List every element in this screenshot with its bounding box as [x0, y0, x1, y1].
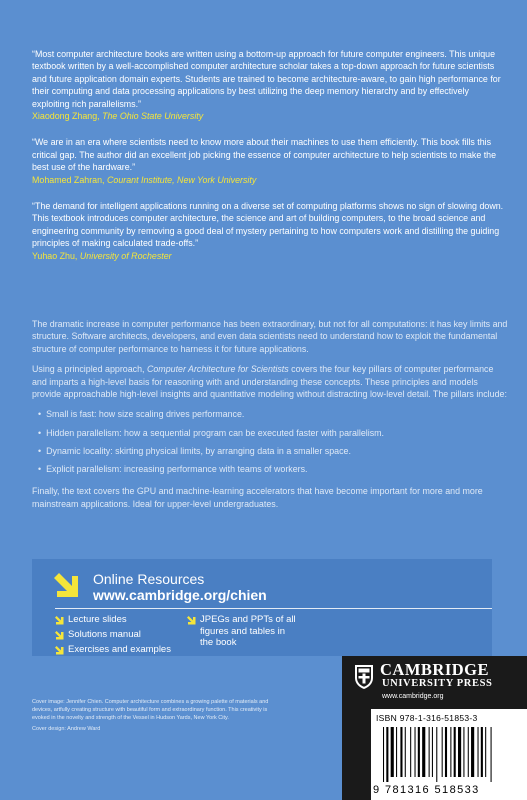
barcode-bar: [436, 727, 437, 782]
resource-item-label: Lecture slides: [68, 614, 127, 625]
online-resources-box: [32, 559, 492, 656]
barcode-bar: [468, 727, 469, 777]
pillars-list: [32, 408, 508, 475]
isbn-label: ISBN 978-1-316-51853-3: [376, 713, 478, 723]
resource-item-label: Exercises and examples: [68, 644, 171, 655]
resource-item-solutions-manual: [55, 629, 205, 641]
author-name: Yuhao Zhu,: [32, 250, 80, 261]
testimonial-author: [32, 110, 506, 122]
testimonial-text: “The demand for intelligent applications running on a diverse set of computing platforms shows no sign of slowing down. This textbook introduces computer architecture, the science and art of building computers, to the broad science and engineering community by removing a good deal of mystery pertaining to how computers work and distilling the guiding principles of making calculated trade-offs.”: [32, 201, 504, 249]
testimonial-zhu: [32, 200, 506, 262]
para2-after: covers the four key pillars of computer performance and imparts a high-level basis for reasoning with and understanding these concepts. These principles and models provide approachable high-level insights and quantitative modeling without distracting low-level detail. The pillars include:: [32, 364, 507, 400]
cover-image-credit: Cover image: Jennifer Chien. Computer architecture combines a growing palette of materials and devices, artfully creating structure with beautiful form and extraordinary function. This creativity is evoked in the novelty and strength of the Vessel in Hudson Yards, New York City.: [32, 699, 269, 722]
cover-design-credit: Cover design: Andrew Ward: [32, 726, 101, 733]
barcode-bar: [463, 727, 464, 777]
barcode-bar: [454, 727, 456, 777]
book-description: [32, 318, 508, 518]
barcode-bar: [400, 727, 402, 777]
resources-title: Online Resources: [93, 571, 205, 587]
resource-item-lecture-slides: [55, 614, 205, 626]
barcode-bar: [491, 727, 492, 782]
barcode-bar: [383, 727, 384, 782]
bullet-icon: •: [38, 409, 42, 420]
testimonial-author: [32, 174, 506, 186]
list-item: [32, 427, 508, 439]
publisher-url: www.cambridge.org: [382, 693, 444, 700]
barcode-bar: [481, 727, 483, 777]
arrow-down-right-icon: [187, 616, 196, 625]
divider: [55, 608, 492, 609]
barcode-bar: [432, 727, 433, 777]
arrow-down-right-icon: [55, 631, 64, 640]
barcode-bar: [410, 727, 411, 777]
arrow-down-right-icon: [55, 616, 64, 625]
testimonial-author: [32, 250, 506, 262]
bullet-icon: •: [38, 427, 42, 438]
barcode-bar: [485, 727, 486, 777]
barcode-bar: [422, 727, 425, 777]
arrow-down-right-icon: [55, 646, 64, 655]
arrow-down-right-icon: [54, 573, 81, 600]
resource-item-label: JPEGs and PPTs of all figures and tables in the book: [200, 614, 296, 648]
bullet-icon: •: [38, 464, 42, 475]
barcode-bar: [450, 727, 451, 777]
publisher-press: UNIVERSITY PRESS: [382, 678, 493, 689]
isbn-barcode-box: [371, 709, 527, 800]
cover-credits: [32, 698, 286, 736]
list-item: [32, 445, 508, 457]
barcode-bar: [445, 727, 447, 777]
barcode-bar: [418, 727, 420, 777]
author-name: Mohamed Zahran,: [32, 174, 107, 185]
list-item-text: Dynamic locality: skirting physical limits, by arranging data in a smaller space.: [46, 445, 351, 456]
bullet-icon: •: [38, 445, 42, 456]
testimonial-text: “Most computer architecture books are written using a bottom-up approach for future computer engineers. This unique textbook written by a well-accomplished computer architecture scholar takes a top-down approach for future scientists and future application domain experts. Students are trained to become architecture-aware, to gain high performance for their computing and data processing applications by best utilizing the deep memory hierarchy and by effectively exploiting rich parallelisms.”: [32, 49, 501, 109]
author-affiliation: The Ohio State University: [102, 111, 204, 122]
barcode-bar: [415, 727, 416, 777]
testimonial-text: “We are in an era where scientists need to know more about their machines to use them efficiently. This book fills this critical gap. The author did an excellent job picking the essence of computer architecture to help scientists to make the best use of the hardware.”: [32, 137, 497, 173]
description-para-2: [32, 363, 508, 400]
barcode-bar: [391, 727, 394, 777]
book-title: Computer Architecture for Scientists: [146, 364, 289, 375]
barcode-digits: 9 781316 518533: [373, 784, 480, 796]
barcode-bar: [442, 727, 443, 777]
list-item: [32, 463, 508, 475]
resource-item-exercises: [55, 644, 205, 656]
para2-before: Using a principled approach,: [32, 364, 147, 375]
description-para-3: Finally, the text covers the GPU and machine-learning accelerators that have become important for more and more mainstream applications. Ideal for upper-level undergraduates.: [32, 486, 483, 509]
author-name: Xiaodong Zhang,: [32, 111, 103, 122]
barcode-bar: [429, 727, 430, 777]
testimonial-zhang: [32, 48, 506, 122]
barcode-icon: [381, 727, 511, 782]
list-item: [32, 408, 508, 420]
barcode-bar: [458, 727, 461, 777]
resource-item-jpegs-ppts: [187, 614, 297, 649]
resource-item-label: Solutions manual: [68, 629, 141, 640]
publisher-name: CAMBRIDGE: [380, 660, 490, 679]
list-item-text: Explicit parallelism: increasing performance with teams of workers.: [46, 464, 308, 475]
list-item-text: Small is fast: how size scaling drives performance.: [46, 409, 245, 420]
barcode-bar: [405, 727, 406, 777]
cambridge-crest-icon: [354, 664, 374, 690]
barcode-bar: [386, 727, 388, 782]
barcode-bar: [396, 727, 397, 777]
author-affiliation: University of Rochester: [79, 250, 172, 261]
testimonials: [32, 48, 506, 276]
barcode-bar: [471, 727, 474, 777]
resources-url-link[interactable]: www.cambridge.org/chien: [93, 587, 267, 603]
barcode-bar: [478, 727, 479, 777]
list-item-text: Hidden parallelism: how a sequential program can be executed faster with parallelism.: [46, 427, 385, 438]
testimonial-zahran: [32, 136, 506, 186]
author-affiliation: Courant Institute, New York University: [106, 174, 257, 185]
description-para-1: The dramatic increase in computer performance has been extraordinary, but not for all computations: it has key limits and structure. Software architects, developers, and even data scientists need to understand how to exploit the fundamental structure of computer performance to harness it for future applications.: [32, 319, 508, 354]
